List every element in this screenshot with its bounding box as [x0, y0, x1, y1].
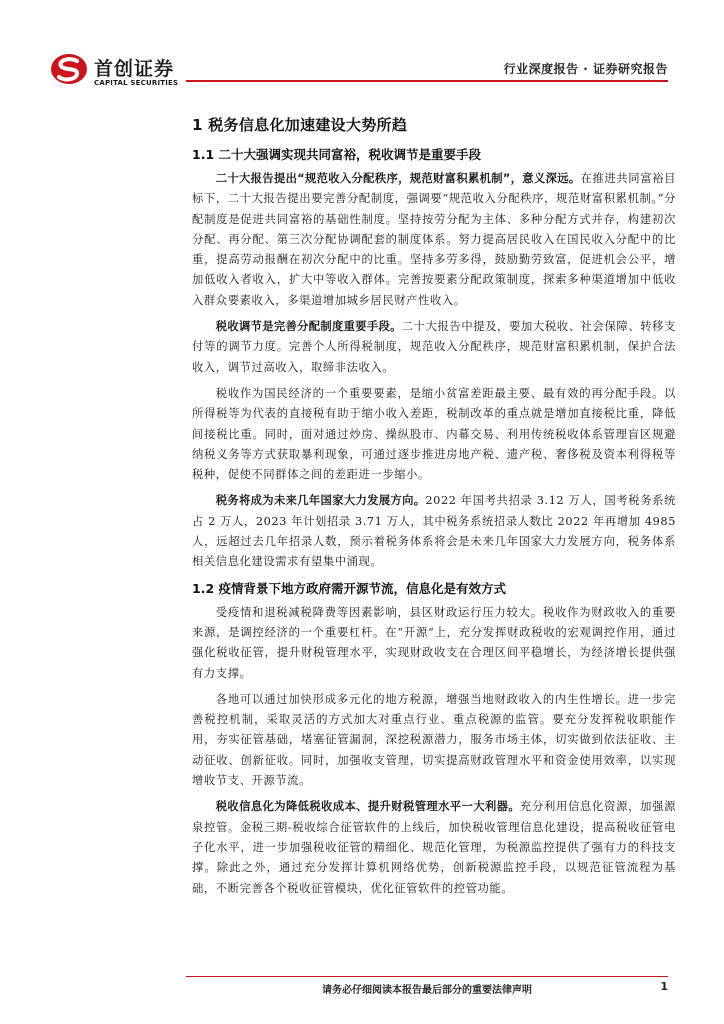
capital-securities-logo-icon — [50, 52, 90, 86]
paragraph-lead: 税收调节是完善分配制度重要手段。 — [215, 320, 402, 334]
section-1-1-title: 1.1 二十大强调实现共同富裕，税收调节是重要手段 — [192, 147, 481, 162]
paragraph-lead: 税收信息化为降低税收成本、提升财税管理水平一大利器。 — [215, 800, 521, 814]
report-body — [192, 114, 676, 905]
paragraph-1-2-a: 受疫情和退税减税降费等因素影响，县区财政运行压力较大。税收作为财政收入的重要来源，是调控经济的一个重要杠杆。在“开源”上，充分发挥财政税收的宏观调控作用，通过强化税收征管，提升财税管理水平，实现财政收支在合理区间平稳增长，为经济增长提供强有力支撑。 — [192, 605, 676, 680]
paragraph-lead: 二十大报告提出“规范收入分配秩序，规范财富积累机制”，意义深远。 — [215, 172, 581, 185]
paragraph-1-1-b — [192, 317, 676, 378]
paragraph-1-2-b: 各地可以通过加快形成多元化的地方税源，增强当地财政收入的内生性增长。进一步完善税控机制，采取灵活的方式加大对重点行业、重点税源的监管。要充分发挥税收职能作用，夯实征管基础，堵塞征管漏洞，深挖税源潜力，服务市场主体，切实做到依法征收、主动征收、创新征收。同时，加强收支管理，切实提高财政管理水平和资金使用效率，以实现增收节支、开源节流。 — [192, 692, 676, 788]
section-1-2-title: 1.2 疫情背景下地方政府需开源节流，信息化是有效方式 — [192, 580, 506, 596]
legal-disclaimer-notice: 请务必仔细阅读本报告最后部分的重要法律声明 — [322, 985, 532, 996]
report-type-label: 行业深度报告 · 证券研究报告 — [503, 62, 668, 76]
paragraph-text: 在推进共同富裕目标下，二十大报告提出要完善分配制度，强调要“规范收入分配秩序，规范财富积累机制。”分配制度是促进共同富裕的基础性制度。坚持按劳分配为主体、多种分配方式并存，构建初次分配、再分配、第三次分配协调配套的制度体系。努力提高居民收入在国民收入分配中的比重，提高劳动报酬在初次分配中的比重。坚持多劳多得，鼓励勤劳致富，促进机会公平，增加低收入者收入，扩大中等收入群体。完善按要素分配政策制度，探索多种渠道增加中低收入群众要素收入，多渠道增加城乡居民财产性收入。 — [192, 172, 676, 307]
paragraph-text: 充分利用信息化资源，加强源泉控管。金税三期-税收综合征管软件的上线后，加快税收管理信息化建设，提高税收征管电子化水平，进一步加强税收征管的精细化、规范化管理，为税源监控提供了强有力的科技支撑。除此之外，通过充分发挥计算机网络优势，创新税源监控手段，以规范征管流程为基础，不断完善各个税收征管模块，优化征管软件的控管功能。 — [192, 800, 676, 895]
paragraph-1-2-c — [192, 797, 676, 898]
paragraph-text: 2022 年国考共招录 3.12 万人，国考税务系统占 2 万人，2023 年计划招录 3.71 万人，其中税务系统招录人数比 2022 年再增加 4985 人，远超过去几年招录人数，预示着税务体系将会是未来几年国家大力发展方向，税务体系相关信息化建设需求有望集中涌现。 — [192, 494, 676, 569]
header-divider — [186, 80, 668, 82]
paragraph-lead: 税务将成为未来几年国家大力发展方向。 — [215, 494, 426, 508]
page-number: 1 — [660, 980, 668, 993]
footer-divider — [186, 976, 668, 977]
paragraph-1-1-d — [192, 491, 676, 572]
company-logo — [50, 52, 190, 92]
logo-chinese-name: 首创证券 — [94, 58, 175, 80]
logo-english-name: CAPITAL SECURITIES — [94, 79, 179, 87]
section-1-title: 1 税务信息化加速建设大势所趋 — [192, 116, 408, 134]
paragraph-1-1-a — [192, 169, 676, 311]
paragraph-text: 二十大报告中提及，要加大税收、社会保障、转移支付等的调节力度。完善个人所得税制度，规范收入分配秩序，规范财富积累机制，保护合法收入，调节过高收入，取缔非法收入。 — [192, 320, 676, 374]
paragraph-1-1-c: 税收作为国民经济的一个重要要素，是缩小贫富差距最主要、最有效的再分配手段。以所得税等为代表的直接税有助于缩小收入差距，税制改革的重点就是增加直接税比重，降低间接税比重。同时，面对通过炒房、操纵股市、内幕交易、利用传统税收体系管理盲区规避纳税义务等方式获取暴利现象，可通过逐步推进房地产税、遗产税、奢侈税及资本利得税等税种，促使不同群体之间的差距进一步缩小。 — [192, 386, 676, 482]
